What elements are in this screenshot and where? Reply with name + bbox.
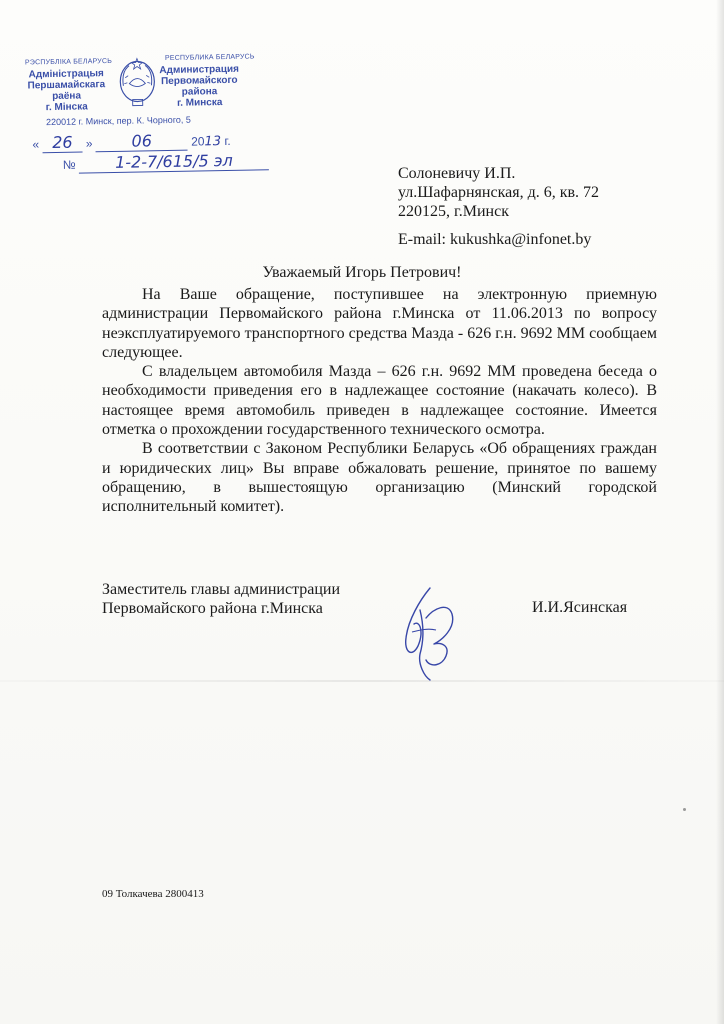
- stamp-number-row: [63, 150, 270, 174]
- paper-speck: [683, 808, 686, 811]
- paper-edge-shadow: [716, 0, 724, 1024]
- stamp-year-suffix: г.: [224, 133, 231, 149]
- stamp-right-org-line3: района: [181, 86, 218, 98]
- signatory-name: И.И.Ясинская: [532, 599, 628, 616]
- addressee-street: ул.Шафарнянская, д. 6, кв. 72: [398, 184, 600, 201]
- body-paragraph-2: С владельцем автомобиля Мазда – 626 г.н. 9692 ММ проведена беседа о необходимости приведения его в надлежащее состояние (накачать колесо). В настоящее время автомобиль приведен в надлежащее состояние. Имеется отметка о прохождении государственного технического осмотра.: [102, 363, 657, 439]
- addressee-email: E-mail: kukushka@infonet.by: [398, 231, 592, 248]
- signatory-position-line2: Первомайского района г.Минска: [102, 600, 323, 617]
- stamp-quote-open: «: [32, 137, 40, 152]
- signatory-position: [102, 580, 340, 618]
- stamp-right-country: РЕСПУБЛИКА БЕЛАРУСЬ: [164, 53, 255, 63]
- addressee-name: Солоневичу И.П.: [398, 165, 516, 182]
- letter-body: [102, 285, 657, 517]
- stamp-number-value: 1-2-7/615/5 эл: [79, 150, 269, 173]
- stamp-address: 220012 г. Минск, пер. К. Чорного, 5: [45, 114, 191, 128]
- stamp-number-prefix: №: [62, 157, 76, 172]
- executor-line: 09 Толкачева 2800413: [102, 888, 204, 900]
- stamp-date-year: 13: [204, 134, 222, 150]
- registration-stamp: [17, 52, 319, 187]
- stamp-left-org: [21, 68, 112, 114]
- stamp-left-org-line1: Адміністрацыя: [28, 68, 104, 81]
- addressee-block: [398, 164, 599, 221]
- coat-of-arms-emblem-icon: [115, 55, 160, 112]
- stamp-left-org-line2: Першамайскага: [27, 79, 106, 92]
- stamp-quote-close: »: [85, 136, 93, 151]
- stamp-left-country: РЭСПУБЛІКА БЕЛАРУСЬ: [24, 57, 113, 67]
- stamp-date-day: 26: [42, 132, 82, 153]
- stamp-right-org-line4: г. Минска: [176, 97, 223, 109]
- greeting: Уважаемый Игорь Петрович!: [262, 264, 462, 281]
- body-paragraph-3: В соответствии с Законом Республики Беларусь «Об обращениях граждан и юридических лиц» Вы вправе обжаловать решение, принятое по вашему обращению, в вышестоящую организацию (Минский городской исполнительный комитет).: [102, 440, 657, 516]
- addressee-city: 220125, г.Минск: [398, 203, 509, 220]
- handwritten-signature: [390, 580, 470, 690]
- body-paragraph-1: На Ваше обращение, поступившее на электронную приемную администрации Первомайского района г.Минска от 11.06.2013 по вопросу неэксплуатируемого транспортного средства Мазда - 626 г.н. 9692 ММ сообщаем следующее.: [102, 286, 657, 361]
- stamp-date-month: 06: [96, 131, 188, 153]
- stamp-right-org: [157, 64, 242, 109]
- stamp-date-year-prefix: 20: [191, 134, 205, 149]
- stamp-left-org-line4: г. Мінска: [45, 101, 88, 114]
- stamp-right-org-line2: Первомайского: [160, 74, 238, 88]
- stamp-date-row: [32, 130, 231, 153]
- stamp-left-org-line3: раёна: [52, 90, 82, 103]
- stamp-right-org-line1: Администрация: [159, 63, 240, 77]
- paper-fold: [0, 680, 724, 682]
- signatory-position-line1: Заместитель главы администрации: [102, 581, 341, 598]
